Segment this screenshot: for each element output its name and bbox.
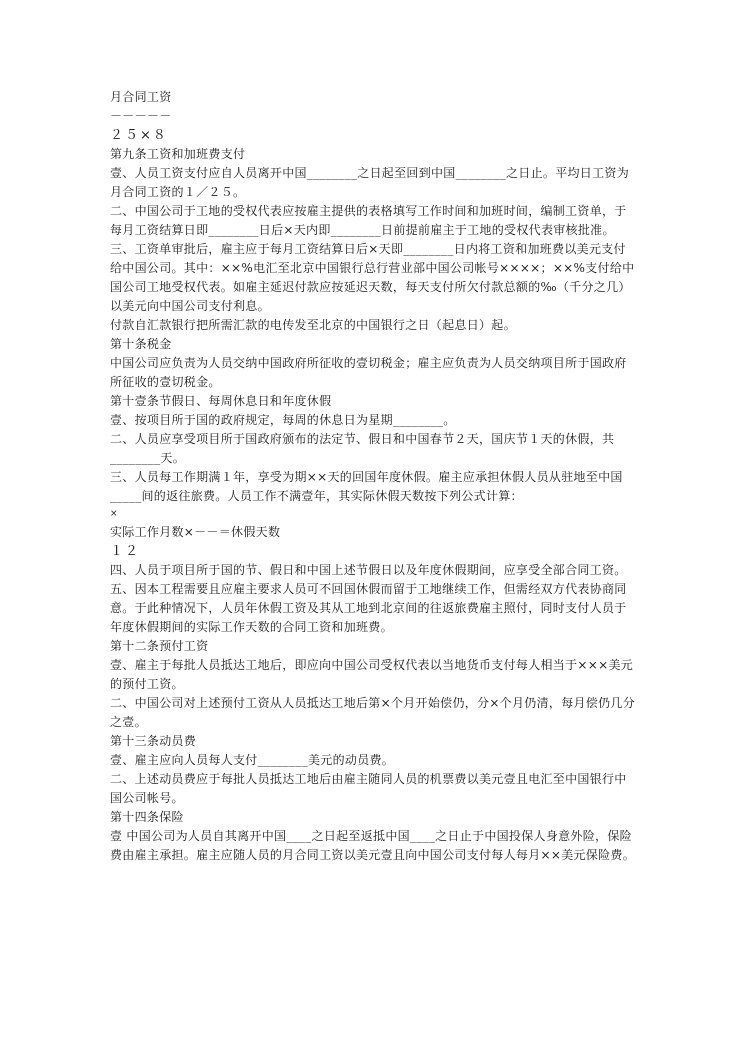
article-9-note: 付款自汇款银行把所需汇款的电传发至北京的中国银行之日（起息日）起。	[110, 318, 516, 332]
article-10-title: 第十条税金	[110, 337, 172, 351]
article-9-clause-1: 壹、人员工资支付应自人员离开中国________之日起至回到中国________之日止。平均日工资为月合同工资的１／２５。	[110, 166, 630, 199]
article-12-clause-2: 二、中国公司对上述预付工资从人员抵达工地后第×个月开始偿仍，分×个月仍清，每月偿仍几分之壹。	[110, 696, 636, 729]
fraction-bar: －－－－－	[110, 109, 172, 123]
article-11-title: 第十壹条节假日、每周休息日和年度休假	[110, 394, 332, 408]
article-10-body: 中国公司应负责为人员交纳中国政府所征收的壹切税金；雇主应负责为人员交纳项目所于国政府所征收的壹切税金。	[110, 356, 627, 389]
article-9-title: 第九条工资和加班费支付	[110, 147, 246, 161]
article-13-clause-2: 二、上述动员费应于每批人员抵达工地后由雇主随同人员的机票费以美元壹且电汇至中国银行中国公司帐号。	[110, 772, 627, 805]
article-11-clause-2: 二、人员应享受项目所于国政府颁布的法定节、假日和中国春节２天，国庆节１天的休假，共________天。	[110, 432, 615, 465]
article-11-clause-3: 三、人员每工作期满１年，享受为期××天的回国年度休假。雇主应承担休假人员从驻地至中国_____间的返往旅费。人员工作不满壹年，其实际休假天数按下列公式计算：	[110, 470, 623, 503]
heading-monthly-wage: 月合同工资	[110, 90, 172, 104]
article-11-clause-4: 四、人员于项目所于国的节、假日和中国上述节假日以及年度休假期间，应享受全部合同工资。	[110, 563, 627, 577]
article-13-title: 第十三条动员费	[110, 734, 197, 748]
formula-twelve: １２	[110, 544, 141, 559]
article-14-title: 第十四条保险	[110, 810, 184, 824]
article-13-clause-1: 壹、雇主应向人员每人支付________美元的动员费。	[110, 753, 395, 767]
article-12-clause-1: 壹、雇主于每批人员抵达工地后，即应向中国公司受权代表以当地货币支付每人相当于×××美元的预付工资。	[110, 658, 634, 691]
article-14-clause-1: 壹 中国公司为人员自其离开中国____之日起至返抵中国____之日止于中国投保人身意外险，保险费由雇主承担。雇主应随人员的月合同工资以美元壹且向中国公司支付每人每月××美元保险费。	[110, 829, 636, 862]
article-11-clause-5: 五、因本工程需要且应雇主要求人员可不回国休假而留于工地继续工作，但需经双方代表协商同意。于此种情况下，人员年休假工资及其从工地到北京间的往返旅费雇主照付，同时支付人员于年度休假期间的实际工作天数的合同工资和加班费。	[110, 582, 627, 634]
article-9-clause-3: 三、工资单审批后，雇主应于每月工资结算日后×天即________日内将工资和加班费以美元支付给中国公司。其中：××%电汇至北京中国银行总行营业部中国公司帐号××××；××%支付给中国公司工地受权代表。如雇主延迟付款应按延迟天数，每天支付所欠付款总额的‰（千分之几）以美元向中国公司支付利息。	[110, 242, 635, 313]
formula-multiply-sign: ×	[110, 509, 118, 519]
article-12-title: 第十二条预付工资	[110, 639, 209, 653]
article-9-clause-2: 二、中国公司于工地的受权代表应按雇主提供的表格填写工作时间和加班时间，编制工资单，于每月工资结算日即________日后×天内即________日前提前雇主于工地的受权代表审核批准。	[110, 204, 627, 237]
formula-denominator: ２５×８	[110, 128, 168, 143]
article-11-clause-1: 壹、按项目所于国的政府规定，每周的休息日为星期________。	[110, 413, 456, 427]
document-page	[110, 88, 638, 865]
formula-line: 实际工作月数×－－＝休假天数	[110, 525, 281, 539]
